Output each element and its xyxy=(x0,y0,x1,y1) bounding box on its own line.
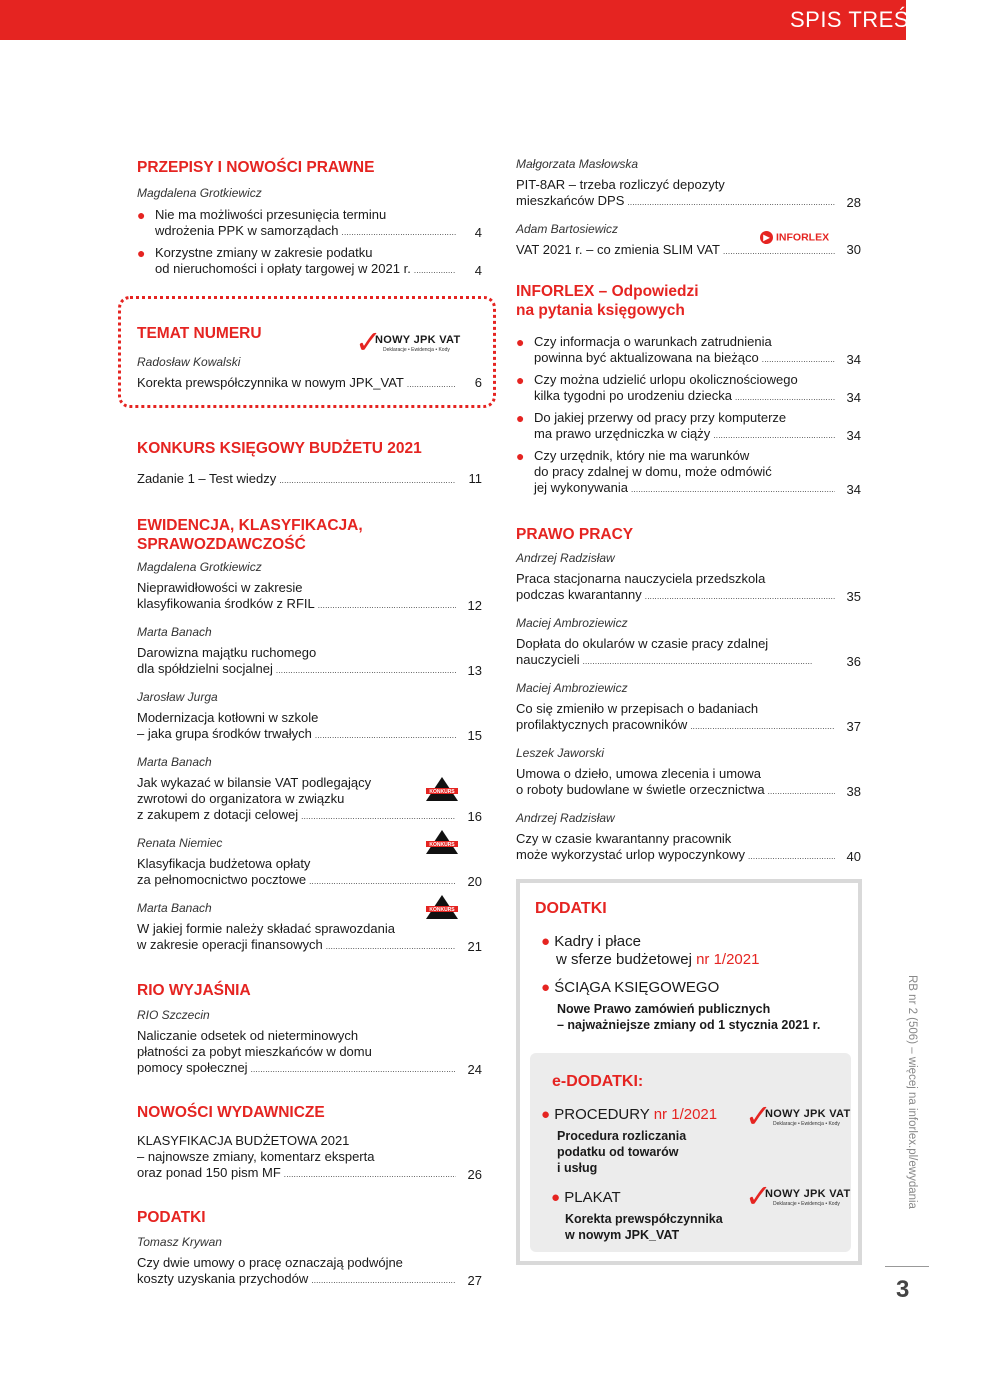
section-title: EWIDENCJA, KLASYFIKACJA, SPRAWOZDAWCZOŚĆ xyxy=(137,517,363,553)
play-icon: ▶ xyxy=(760,231,773,244)
page-number: 11 xyxy=(468,471,482,486)
page-number: 34 xyxy=(846,482,861,497)
jpk-vat-logo: ✓ NOWY JPK VAT Deklaracje • Ewidencja • Kody xyxy=(745,1177,851,1215)
section-title: PRZEPISY I NOWOŚCI PRAWNE xyxy=(137,159,375,176)
supplements-title: DODATKI xyxy=(535,900,607,917)
toc-entry[interactable]: ● Czy urzędnik, który nie ma warunków do pracy zdalnej w domu, może odmówić jej wykonywania . . . 34 xyxy=(516,448,861,498)
bullet-icon: ● xyxy=(541,1106,551,1123)
toc-entry[interactable]: Czy dwie umowy o pracę oznaczają podwójne koszty uzyskania przychodów . . . 27 xyxy=(137,1255,482,1289)
section-title: PRAWO PRACY xyxy=(516,526,634,543)
page-number: 35 xyxy=(846,589,861,604)
section-title: PODATKI xyxy=(137,1209,206,1226)
page-number: 16 xyxy=(467,809,482,824)
author: Renata Niemiec xyxy=(137,836,223,850)
author: Magdalena Grotkiewicz xyxy=(137,560,262,574)
page-number: 26 xyxy=(467,1167,482,1182)
section-title: KONKURS KSIĘGOWY BUDŻETU 2021 xyxy=(137,440,422,457)
toc-entry[interactable]: Praca stacjonarna nauczyciela przedszkola podczas kwarantanny . . . 35 xyxy=(516,571,861,605)
konkurs-badge-icon xyxy=(424,828,460,856)
e-supplement-item[interactable]: ● PROCEDURY nr 1/2021 Procedura rozliczania podatku od towarów i usług xyxy=(541,1106,718,1175)
author: Andrzej Radzisław xyxy=(516,551,615,565)
bullet-icon: ● xyxy=(516,448,525,464)
section-title: TEMAT NUMERU xyxy=(137,325,262,342)
svg-text:KONKURS: KONKURS xyxy=(429,907,455,913)
bullet-icon: ● xyxy=(137,207,146,223)
toc-left-column xyxy=(137,148,482,1289)
checkmark-icon: ✓ xyxy=(355,323,382,361)
issue-sidebar-text: RB nr 2 (506) – więcej na inforlex.pl/ewydania xyxy=(906,975,918,1209)
jpk-vat-logo: ✓ NOWY JPK VAT Deklaracje • Ewidencja • Kody xyxy=(745,1097,851,1135)
author: Jarosław Jurga xyxy=(137,690,218,704)
toc-entry[interactable]: Jak wykazać w bilansie VAT podlegający zwrotowi do organizatora w związku z zakupem z dotacji celowej . . . 16 xyxy=(137,775,482,825)
supplement-item[interactable]: ● Kadry i płace w sferze budżetowej nr 1/2021 xyxy=(541,933,760,968)
page-title: SPIS TREŚCI xyxy=(789,7,932,32)
toc-entry[interactable]: Klasyfikacja budżetowa opłaty za pełnomocnictwo pocztowe . . . 20 xyxy=(137,856,482,890)
author: Maciej Ambroziewicz xyxy=(516,616,628,630)
bullet-icon: ● xyxy=(516,410,525,426)
section-title: RIO WYJAŚNIA xyxy=(137,982,251,999)
page-number: 37 xyxy=(846,719,861,734)
bullet-icon: ● xyxy=(516,372,525,388)
author: Radosław Kowalski xyxy=(137,355,241,369)
page-number: 12 xyxy=(467,598,482,613)
svg-text:KONKURS: KONKURS xyxy=(429,789,455,795)
page-number: 38 xyxy=(846,784,861,799)
bullet-icon: ● xyxy=(137,245,146,261)
page-number-footer: 3 xyxy=(896,1276,910,1303)
bullet-icon: ● xyxy=(516,334,525,350)
checkmark-icon: ✓ xyxy=(745,1097,772,1135)
author: Andrzej Radzisław xyxy=(516,811,615,825)
divider xyxy=(885,1266,929,1267)
section-title: NOWOŚCI WYDAWNICZE xyxy=(137,1104,325,1121)
page-number: 34 xyxy=(846,428,861,443)
toc-entry[interactable]: Zadanie 1 – Test wiedzy . . . 11 xyxy=(137,471,482,489)
e-supplements-title: e-DODATKI: xyxy=(552,1073,644,1090)
toc-entry[interactable]: ● Czy informacja o warunkach zatrudnienia powinna być aktualizowana na bieżąco . . . 34 xyxy=(516,334,861,368)
toc-entry[interactable]: Naliczanie odsetek od nieterminowych płatności za pobyt mieszkańców w domu pomocy społecznej . . . 24 xyxy=(137,1028,482,1078)
toc-entry[interactable]: Co się zmieniło w przepisach o badaniach profilaktycznych pracowników . . . 37 xyxy=(516,701,861,735)
inforlex-logo: ▶ INFORLEX xyxy=(760,231,829,244)
e-supplement-item[interactable]: ● PLAKAT Korekta prewspółczynnika w nowym JPK_VAT xyxy=(551,1189,723,1242)
page-number: 6 xyxy=(474,375,482,390)
author: Marta Banach xyxy=(137,755,212,769)
bullet-icon: ● xyxy=(541,979,551,996)
author: RIO Szczecin xyxy=(137,1008,210,1022)
toc-entry[interactable]: Umowa o dzieło, umowa zlecenia i umowa o roboty budowlane w świetle orzecznictwa . . . 38 xyxy=(516,766,861,800)
page-number: 34 xyxy=(846,390,861,405)
header-banner xyxy=(0,0,932,40)
section-title: INFORLEX – Odpowiedzi na pytania księgowych xyxy=(516,283,699,319)
page-number: 15 xyxy=(467,728,482,743)
konkurs-badge-icon xyxy=(424,775,460,803)
author: Maciej Ambroziewicz xyxy=(516,681,628,695)
page-number: 27 xyxy=(467,1273,482,1288)
author: Tomasz Krywan xyxy=(137,1235,222,1249)
author: Marta Banach xyxy=(137,901,212,915)
toc-entry[interactable]: Korekta prewspółczynnika w nowym JPK_VAT . . . 6 xyxy=(137,375,482,393)
author: Marta Banach xyxy=(137,625,212,639)
toc-entry[interactable]: Darowizna majątku ruchomego dla spółdzielni socjalnej . . . 13 xyxy=(137,645,482,679)
toc-entry[interactable]: ● Czy można udzielić urlopu okolicznościowego kilka tygodni po urodzeniu dziecka . . . 34 xyxy=(516,372,861,406)
jpk-vat-logo: ✓ NOWY JPK VAT Deklaracje • Ewidencja • Kody xyxy=(355,323,461,361)
page-number: 36 xyxy=(846,654,861,669)
toc-entry[interactable]: ● Korzystne zmiany w zakresie podatku od nieruchomości i opłaty targowej w 2021 r. . . . 4 xyxy=(137,245,482,279)
bullet-icon: ● xyxy=(551,1189,561,1206)
page-number: 4 xyxy=(474,263,482,278)
page-number: 40 xyxy=(846,849,861,864)
toc-entry[interactable]: VAT 2021 r. – co zmienia SLIM VAT . . . 30 xyxy=(516,242,861,260)
bullet-icon: ● xyxy=(541,933,551,950)
checkmark-icon: ✓ xyxy=(745,1177,772,1215)
supplement-item[interactable]: ● ŚCIĄGA KSIĘGOWEGO Nowe Prawo zamówień publicznych – najważniejsze zmiany od 1 stycznia 2021 r. xyxy=(541,979,821,1032)
konkurs-badge-icon xyxy=(424,893,460,921)
toc-entry[interactable]: ● Nie ma możliwości przesunięcia terminu wdrożenia PPK w samorządach . . . 4 xyxy=(137,207,482,241)
svg-text:KONKURS: KONKURS xyxy=(429,842,455,848)
toc-right-column xyxy=(516,148,861,865)
page-number: 21 xyxy=(467,939,482,954)
toc-entry[interactable]: Nieprawidłowości w zakresie klasyfikowania środków z RFIL . . . 12 xyxy=(137,580,482,614)
toc-entry[interactable]: Dopłata do okularów w czasie pracy zdalnej nauczycieli . . . 36 xyxy=(516,636,861,670)
author: Adam Bartosiewicz xyxy=(516,222,619,236)
author: Małgorzata Masłowska xyxy=(516,157,639,171)
page-number: 20 xyxy=(467,874,482,889)
page-number: 34 xyxy=(846,352,861,367)
toc-entry[interactable]: Czy w czasie kwarantanny pracownik może wykorzystać urlop wypoczynkowy . . . 40 xyxy=(516,831,861,865)
author: Leszek Jaworski xyxy=(516,746,605,760)
toc-entry[interactable]: KLASYFIKACJA BUDŻETOWA 2021 – najnowsze zmiany, komentarz eksperta oraz ponad 150 pism MF . . . 26 xyxy=(137,1133,482,1183)
toc-entry[interactable]: Modernizacja kotłowni w szkole – jaka grupa środków trwałych . . . 15 xyxy=(137,710,482,744)
toc-entry[interactable]: ● Do jakiej przerwy od pracy przy komputerze ma prawo urzędniczka w ciąży . . . 34 xyxy=(516,410,861,444)
page-number: 13 xyxy=(467,663,482,678)
page-number: 4 xyxy=(474,225,482,240)
toc-entry[interactable]: PIT-8AR – trzeba rozliczyć depozyty mieszkańców DPS . . . 28 xyxy=(516,177,861,211)
author: Magdalena Grotkiewicz xyxy=(137,186,262,200)
page-number: 28 xyxy=(846,195,861,210)
toc-entry[interactable]: W jakiej formie należy składać sprawozdania w zakresie operacji finansowych . . . 21 xyxy=(137,921,482,955)
page-number: 24 xyxy=(467,1062,482,1077)
page-number: 30 xyxy=(846,242,861,257)
